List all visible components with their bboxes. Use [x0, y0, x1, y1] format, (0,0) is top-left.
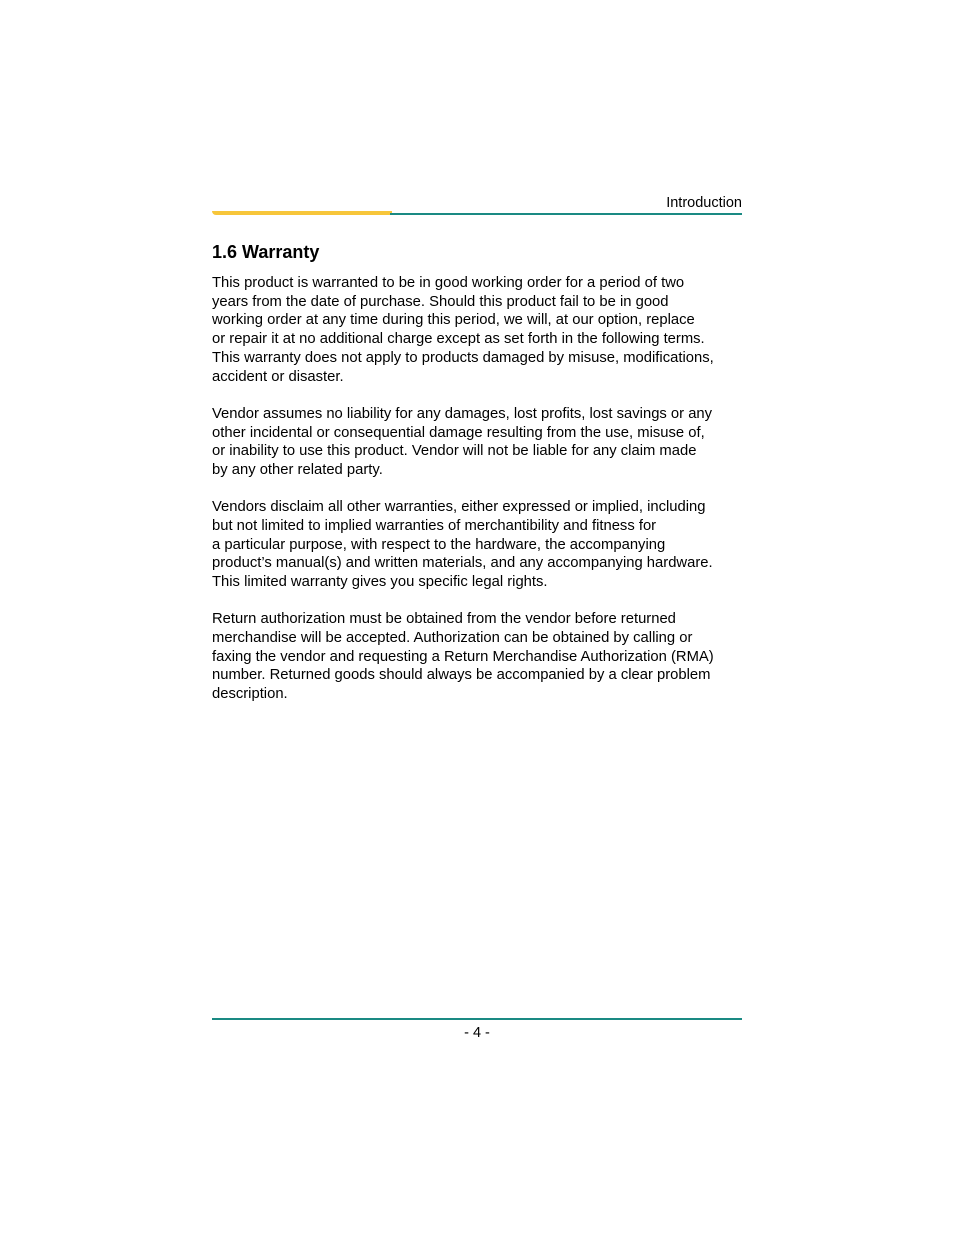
header-rule	[212, 211, 742, 217]
header-accent-bar	[212, 211, 392, 215]
footer-rule	[212, 1018, 742, 1020]
warranty-body	[212, 274, 747, 722]
page-number: - 4 -	[464, 1025, 490, 1041]
chapter-header: Introduction	[666, 195, 742, 211]
paragraph-3: Vendors disclaim all other warranties, either expressed or implied, including but not limited to implied warranties of merchantibility and fitness for a particular purpose, with respect to the hardware, the accompanying product’s manual(s) and written materials, and any accompanying hardware. This limited warranty gives you specific legal rights.	[212, 499, 713, 591]
paragraph-1: This product is warranted to be in good working order for a period of two years from the date of purchase. Should this product fail to be in good working order at any time during this period, we will, at our option, replace or repair it at no additional charge except as set forth in the following terms. This warranty does not apply to products damaged by misuse, modifications, accident or disaster.	[212, 275, 714, 385]
paragraph-2: Vendor assumes no liability for any damages, lost profits, lost savings or any other incidental or consequential damage resulting from the use, misuse of, or inability to use this product. Vendor will not be liable for any claim made by any other related party.	[212, 405, 713, 478]
section-title: 1.6 Warranty	[212, 242, 320, 262]
header-line	[390, 213, 742, 215]
paragraph-4: Return authorization must be obtained from the vendor before returned merchandise will be accepted. Authorization can be obtained by calling or faxing the vendor and requesting a Return Merchandise Authorization (RMA) number. Returned goods should always be accompanied by a clear problem description.	[212, 611, 714, 703]
